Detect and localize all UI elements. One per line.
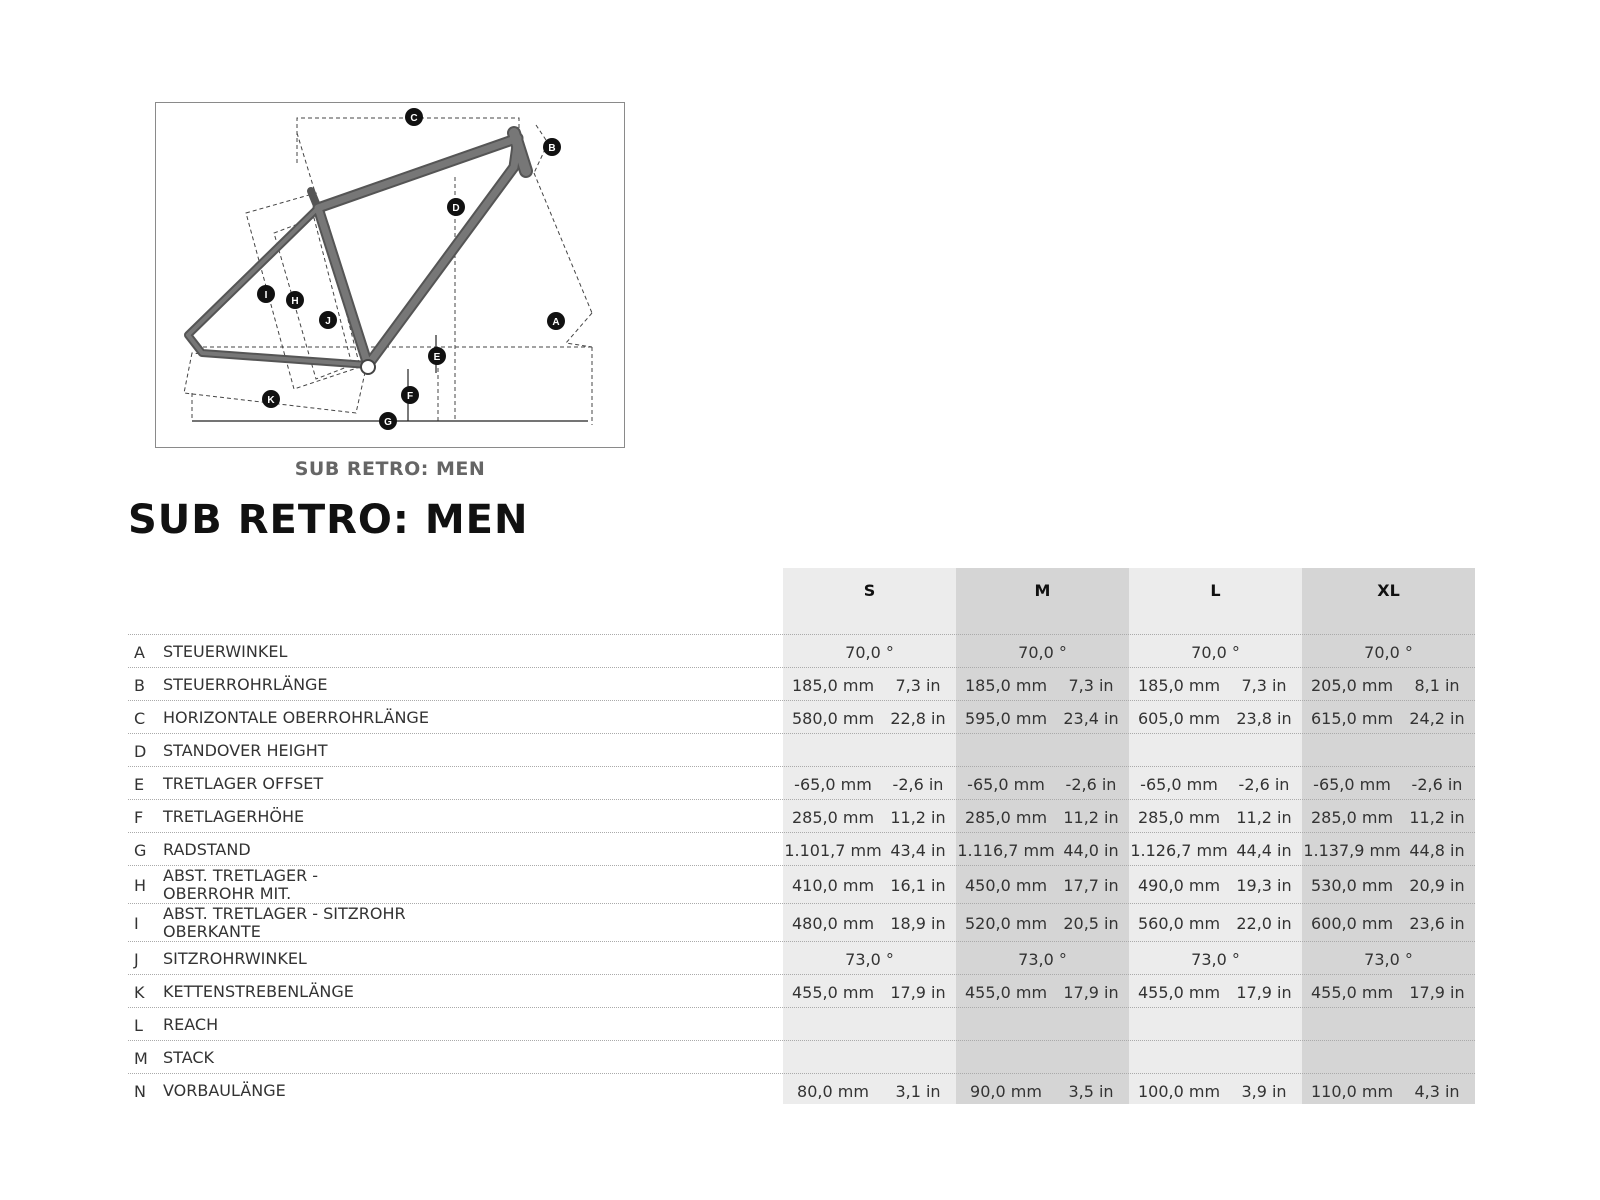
cell-inch: 24,2 in [1409,708,1465,728]
cell-inch: 17,9 in [1409,982,1465,1002]
cell-mm: 455,0 mm [1137,982,1221,1002]
cell-mm: 455,0 mm [1310,982,1394,1002]
table-row [128,865,1475,904]
cell-mm: 615,0 mm [1310,708,1394,728]
marker-c: C [410,113,418,124]
cell-inch: 44,0 in [1063,840,1119,860]
cell-mm: 605,0 mm [1137,708,1221,728]
row-label: KETTENSTREBENLÄNGE [163,981,354,1001]
cell-inch: 7,3 in [895,675,941,695]
cell-inch: 44,4 in [1236,840,1292,860]
marker-e: E [433,352,441,363]
marker-f: F [406,391,414,402]
row-label: SITZROHRWINKEL [163,948,307,968]
cell-mm: 90,0 mm [970,1081,1042,1101]
size-header-m: M [1034,581,1051,600]
page-title: SUB RETRO: MEN [128,497,529,543]
row-letter: C [134,708,146,728]
size-header-xl: XL [1377,581,1400,600]
row-letter: I [134,914,139,933]
cell-mm: 490,0 mm [1137,876,1221,895]
cell-inch: 8,1 in [1414,675,1460,695]
cell-inch: 7,3 in [1241,675,1287,695]
row-letter: M [134,1048,148,1068]
cell-inch: 11,2 in [1063,807,1119,827]
cell-mm: 595,0 mm [964,708,1048,728]
size-header-l: L [1210,581,1221,600]
cell-mm: 560,0 mm [1137,914,1221,933]
row-label: STEUERWINKEL [163,641,288,661]
cell-inch: 44,8 in [1409,840,1465,860]
row-letter: F [134,807,144,827]
cell-inch: 22,8 in [890,708,946,728]
cell-mm: 80,0 mm [797,1081,869,1101]
cell-inch: 16,1 in [890,876,946,895]
table-row [128,799,1475,833]
row-label: ABST. TRETLAGER - SITZROHR OBERKANTE [163,904,406,941]
row-label: STEUERROHRLÄNGE [163,674,328,694]
marker-b: B [548,143,556,154]
cell-mm: 450,0 mm [964,876,1048,895]
cell-inch: -2,6 in [1065,774,1117,794]
cell-inch: 20,5 in [1063,914,1119,933]
marker-d: D [452,203,460,214]
table-row [128,634,1475,668]
cell-angle: 73,0 ° [1191,949,1240,969]
cell-mm: 185,0 mm [1137,675,1221,695]
cell-inch: 17,9 in [1063,982,1119,1002]
cell-mm: 1.137,9 mm [1303,840,1401,860]
bike-frame-illustration [156,103,626,449]
row-letter: N [134,1081,146,1101]
cell-inch: 23,4 in [1063,708,1119,728]
cell-angle: 70,0 ° [1018,642,1067,662]
marker-i: I [264,290,268,301]
table-row [128,1007,1475,1041]
table-row [128,667,1475,701]
cell-mm: 285,0 mm [1310,807,1394,827]
cell-inch: 7,3 in [1068,675,1114,695]
cell-inch: 43,4 in [890,840,946,860]
row-letter: J [134,949,139,969]
table-row [128,733,1475,767]
cell-angle: 73,0 ° [1364,949,1413,969]
marker-g: G [384,417,392,428]
row-letter: D [134,741,147,761]
table-row [128,766,1475,800]
table-row [128,1040,1475,1074]
marker-j: J [325,316,331,327]
table-row [128,903,1475,942]
cell-inch: 23,8 in [1236,708,1292,728]
cell-mm: -65,0 mm [967,774,1045,794]
cell-inch: 11,2 in [1409,807,1465,827]
cell-inch: 11,2 in [890,807,946,827]
row-label: TRETLAGERHÖHE [163,806,305,826]
cell-mm: 100,0 mm [1137,1081,1221,1101]
cell-inch: 18,9 in [890,914,946,933]
cell-inch: 11,2 in [1236,807,1292,827]
cell-mm: 110,0 mm [1310,1081,1394,1101]
marker-h: H [291,296,299,307]
row-label: RADSTAND [163,839,251,859]
marker-k: K [267,395,275,406]
cell-inch: 3,9 in [1241,1081,1287,1101]
diagram-caption: SUB RETRO: MEN [294,458,486,480]
cell-angle: 70,0 ° [1191,642,1240,662]
row-label: TRETLAGER OFFSET [163,773,324,793]
cell-mm: 455,0 mm [791,982,875,1002]
cell-inch: 3,1 in [895,1081,941,1101]
row-letter: G [134,840,147,860]
cell-mm: 580,0 mm [791,708,875,728]
table-row [128,941,1475,975]
table-row [128,1073,1475,1107]
cell-inch: -2,6 in [892,774,944,794]
row-letter: L [134,1015,143,1035]
cell-mm: 480,0 mm [791,914,875,933]
cell-mm: -65,0 mm [1313,774,1391,794]
cell-mm: 205,0 mm [1310,675,1394,695]
cell-mm: 530,0 mm [1310,876,1394,895]
cell-mm: -65,0 mm [1140,774,1218,794]
cell-angle: 73,0 ° [845,949,894,969]
cell-inch: -2,6 in [1411,774,1463,794]
cell-angle: 73,0 ° [1018,949,1067,969]
cell-mm: 285,0 mm [791,807,875,827]
cell-inch: 23,6 in [1409,914,1465,933]
cell-mm: 410,0 mm [791,876,875,895]
cell-inch: 17,9 in [890,982,946,1002]
cell-mm: 185,0 mm [791,675,875,695]
cell-mm: 1.126,7 mm [1130,840,1228,860]
cell-inch: 17,7 in [1063,876,1119,895]
cell-inch: 20,9 in [1409,876,1465,895]
table-row [128,832,1475,866]
row-label: ABST. TRETLAGER - OBERROHR MIT. [163,866,319,903]
table-row [128,700,1475,734]
row-label: VORBAULÄNGE [163,1080,286,1100]
marker-a: A [552,317,560,328]
cell-mm: 520,0 mm [964,914,1048,933]
cell-angle: 70,0 ° [1364,642,1413,662]
cell-inch: 22,0 in [1236,914,1292,933]
cell-inch: 3,5 in [1068,1081,1114,1101]
row-letter: B [134,675,145,695]
cell-mm: 1.101,7 mm [784,840,882,860]
cell-mm: 285,0 mm [1137,807,1221,827]
cell-inch: -2,6 in [1238,774,1290,794]
row-letter: E [134,774,145,794]
row-label: STACK [163,1047,215,1067]
cell-inch: 19,3 in [1236,876,1292,895]
cell-mm: 1.116,7 mm [957,840,1055,860]
cell-inch: 17,9 in [1236,982,1292,1002]
cell-angle: 70,0 ° [845,642,894,662]
cell-mm: -65,0 mm [794,774,872,794]
row-letter: A [134,642,145,662]
row-label: REACH [163,1014,219,1034]
cell-mm: 185,0 mm [964,675,1048,695]
row-label: STANDOVER HEIGHT [163,740,328,760]
cell-mm: 600,0 mm [1310,914,1394,933]
row-letter: K [134,982,145,1002]
row-label: HORIZONTALE OBERROHRLÄNGE [163,707,429,727]
table-row [128,974,1475,1008]
frame-geometry-diagram [155,102,625,448]
cell-mm: 455,0 mm [964,982,1048,1002]
cell-mm: 285,0 mm [964,807,1048,827]
row-letter: H [134,876,147,895]
size-header-s: S [863,581,876,600]
cell-inch: 4,3 in [1414,1081,1460,1101]
